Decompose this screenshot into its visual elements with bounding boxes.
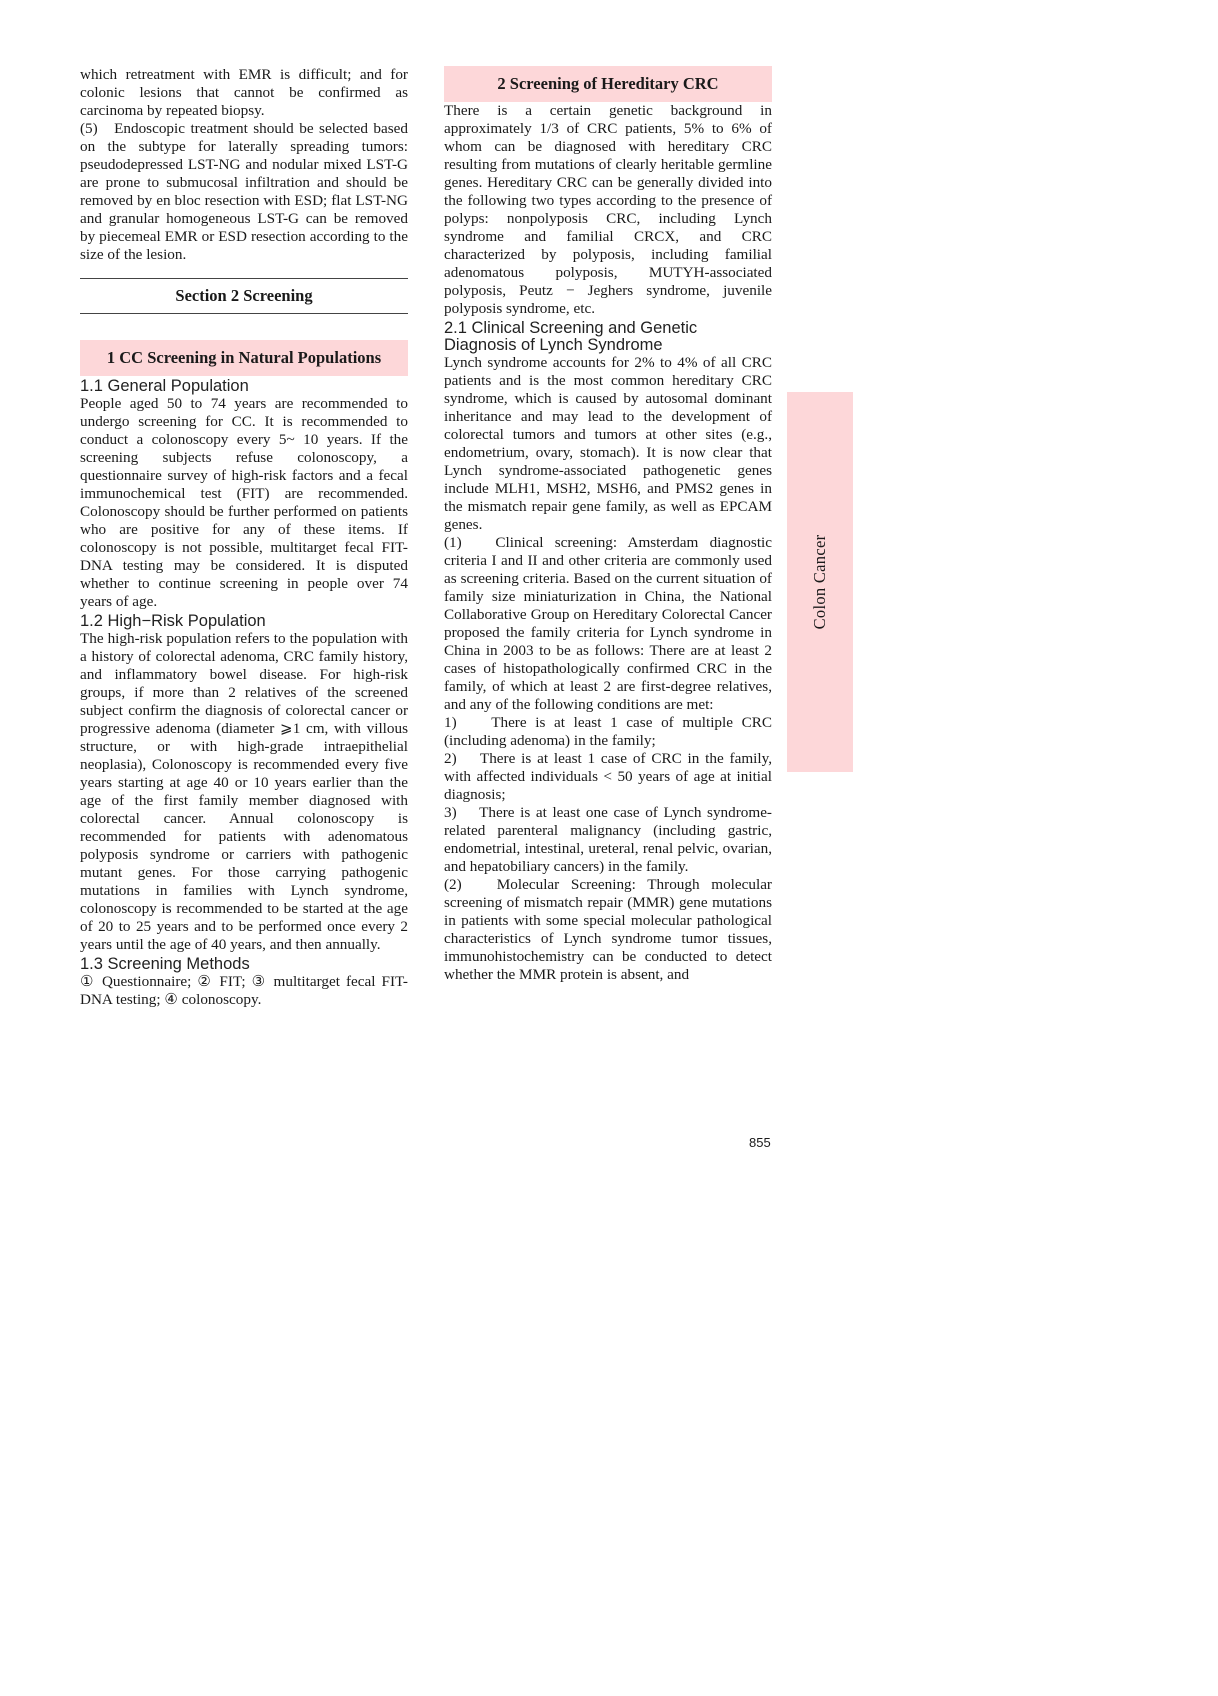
subsection-1-heading: 1 CC Screening in Natural Populations xyxy=(80,340,408,376)
right-column xyxy=(444,66,772,984)
item-2-paragraph: (2) Molecular Screening: Through molecular screening of mismatch repair (MMR) gene mutations in patients with some special molecular pathological characteristics of Lynch syndrome tumor tissues, immunohistochemistry can be conducted to detect whether the MMR protein is absent, and xyxy=(444,876,772,983)
paragraph-1-3: ① Questionnaire; ② FIT; ③ multitarget fecal FIT-DNA testing; ④ colonoscopy. xyxy=(80,973,408,1008)
intro-paragraph: which retreatment with EMR is difficult; and for colonic lesions that cannot be confirmed as carcinoma by repeated biopsy. xyxy=(80,66,408,119)
chapter-side-tab-label: Colon Cancer xyxy=(810,534,829,630)
paragraph-2: There is a certain genetic background in approximately 1/3 of CRC patients, 5% to 6% of whom can be diagnosed with hereditary CRC resulting from mutations of clearly heritable germline genes. Hereditary CRC can be generally divided into the following two types according to the presence of polyps: nonpolyposis CRC, including Lynch syndrome and familial CRCX, and CRC characterized by polyposis, including familial adenomatous polyposis, MUTYH-associated polyposis, Peutz − Jeghers syndrome, juvenile polyposis syndrome, etc. xyxy=(444,102,772,317)
page-number: 855 xyxy=(749,1135,771,1150)
heading-1-3: 1.3 Screening Methods xyxy=(80,955,250,973)
heading-1-2: 1.2 High−Risk Population xyxy=(80,612,266,630)
heading-2-1: 2.1 Clinical Screening and Genetic Diagnosis of Lynch Syndrome xyxy=(444,319,698,354)
paragraph-2-1: Lynch syndrome accounts for 2% to 4% of all CRC patients and is the most common hereditary CRC syndrome, which is caused by autosomal dominant inheritance and may lead to the development of colorectal tumors and tumors at other sites (e.g., endometrium, ovary, stomach). It is now clear that Lynch syndrome-associated pathogenetic genes include MLH1, MSH2, MSH6, and PMS2 genes in the mismatch repair gene family, as well as EPCAM genes. xyxy=(444,354,772,533)
paragraph-1-2: The high-risk population refers to the population with a history of colorectal adenoma, CRC family history, and inflammatory bowel disease. For high-risk groups, if more than 2 relatives of the screened subject confirm the diagnosis of colorectal cancer or progressive adenoma (diameter ⩾1 cm, with villous structure, or with high-grade intraepithelial neoplasia), Colonoscopy is recommended every five years starting at age 40 or 10 years earlier than the age of the first family member diagnosed with colorectal cancer. Annual colonoscopy is recommended for patients with adenomatous polyposis syndrome or carriers with pathogenic mutant genes. For those carrying pathogenic mutations in families with Lynch syndrome, colonoscopy is recommended to be started at the age of 20 to 25 years and to be performed once every 2 years until the age of 40 years, and then annually. xyxy=(80,630,408,953)
item-1-paragraph: (1) Clinical screening: Amsterdam diagnostic criteria I and II and other criteria are commonly used as screening criteria. Based on the current situation of family size miniaturization in China, the National Collaborative Group on Hereditary Colorectal Cancer proposed the family criteria for Lynch syndrome in China in 2003 to be as follows: There are at least 2 cases of histopathologically confirmed CRC in the family, of which at least 2 are first-degree relatives, and any of the following conditions are met: xyxy=(444,534,772,713)
chapter-side-tab xyxy=(787,392,853,772)
heading-1-1: 1.1 General Population xyxy=(80,377,249,395)
condition-2: 2) There is at least 1 case of CRC in the family, with affected individuals < 50 years of age at initial diagnosis; xyxy=(444,750,772,803)
paragraph-1-1: People aged 50 to 74 years are recommended to undergo screening for CC. It is recommended to conduct a colonoscopy every 5~ 10 years. If the screening subjects refuse colonoscopy, a questionnaire survey of high-risk factors and a fecal immunochemical test (FIT) are recommended. Colonoscopy should be further performed on patients who are positive for any of these items. If colonoscopy is not possible, multitarget fecal FIT-DNA testing may be considered. It is disputed whether to continue screening in people over 74 years of age. xyxy=(80,395,408,610)
condition-3: 3) There is at least one case of Lynch syndrome-related parenteral malignancy (including gastric, endometrial, intestinal, ureteral, renal pelvic, ovarian, and hepatobiliary cancers) in the family. xyxy=(444,804,772,875)
section-title: Section 2 Screening xyxy=(80,278,408,314)
condition-1: 1) There is at least 1 case of multiple CRC (including adenoma) in the family; xyxy=(444,714,772,749)
item-5-paragraph: (5) Endoscopic treatment should be selected based on the subtype for laterally spreading tumors: pseudodepressed LST-NG and nodular mixed LST-G are prone to submucosal infiltration and should be removed by en bloc resection with ESD; flat LST-NG and granular homogeneous LST-G can be removed by piecemeal EMR or ESD resection according to the size of the lesion. xyxy=(80,120,408,263)
left-column xyxy=(80,66,408,1009)
subsection-2-heading: 2 Screening of Hereditary CRC xyxy=(444,66,772,102)
